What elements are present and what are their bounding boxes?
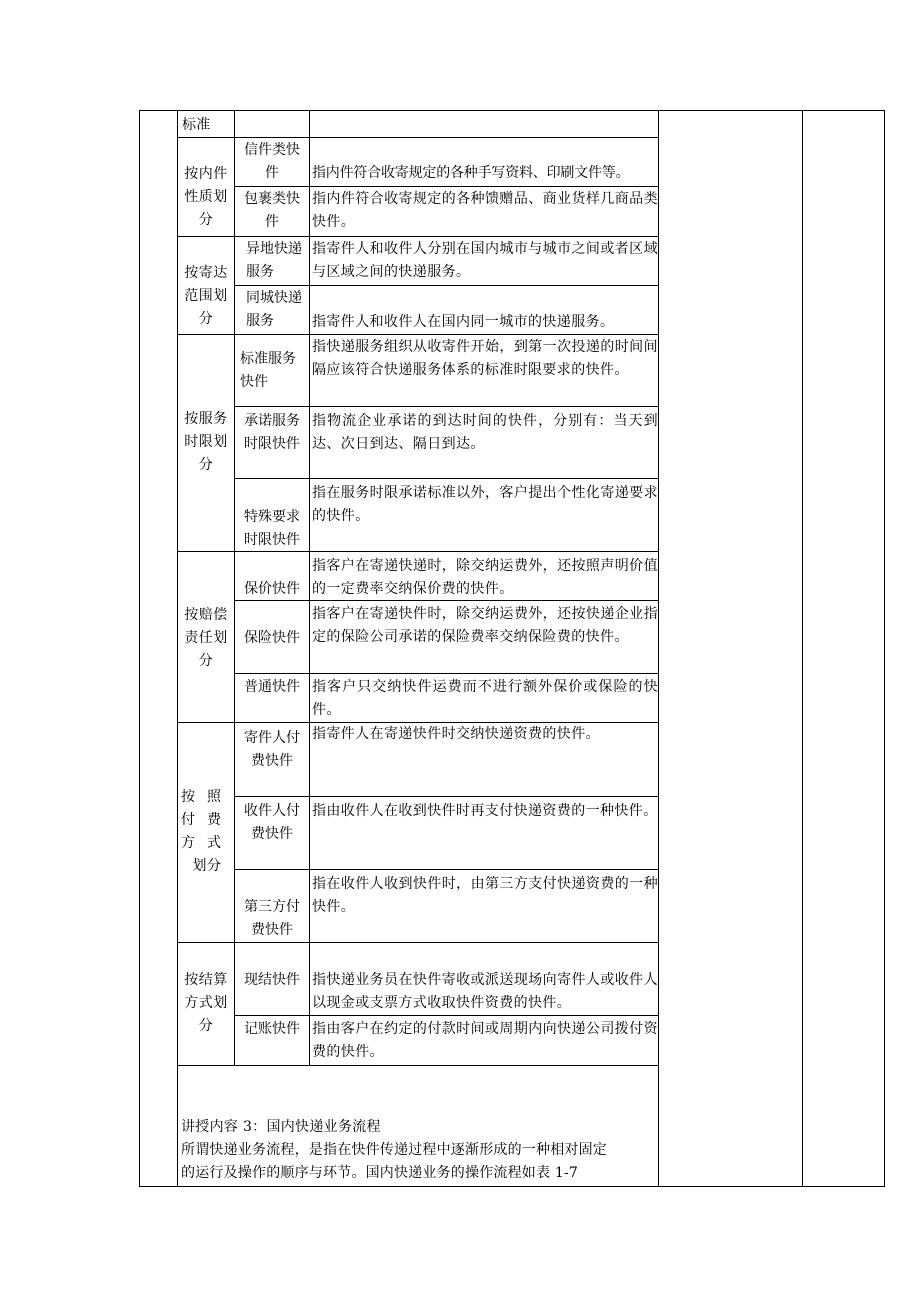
- desc-receiver-pays: 指由收件人在收到快件时再支付快递资费的一种快件。: [312, 803, 658, 819]
- subtype-cash-settlement: 现结快件: [244, 972, 300, 988]
- category-payment-method: 按照 付费 方式 划分: [181, 789, 233, 874]
- subtype-ordinary: 普通快件: [244, 679, 300, 695]
- subtype-parcel-express: 包裹类快 件: [244, 191, 300, 230]
- desc-cash-settlement: 指快递业务员在快件寄收或派送现场向寄件人或收件人以现金或支票方式收取快件资费的快件。: [312, 972, 658, 1011]
- desc-promised-time: 指物流企业承诺的到达时间的快件，分别有：当天到达、次日到达、隔日到达。: [312, 413, 658, 452]
- section-paragraph-line-1: 所谓快递业务流程，是指在快件传递过程中逐渐形成的一种相对固定: [181, 1142, 607, 1158]
- subtype-insured-value: 保价快件: [244, 581, 300, 597]
- desc-third-party-pays: 指在收件人收到快件时，由第三方支付快递资费的一种快件。: [312, 876, 658, 915]
- desc-standard-service: 指快递服务组织从收寄件开始，到第一次投递的时间间隔应该符合快递服务体系的标准时限要求的快件。: [312, 339, 658, 378]
- subtype-samecity-service: 同城快递 服务: [246, 290, 302, 329]
- category-content-nature: 按内件 性质划 分: [184, 166, 228, 228]
- desc-letter-express: 指内件符合收寄规定的各种手写资料、印刷文件等。: [312, 165, 630, 181]
- subtype-letter-express: 信件类快 件: [244, 142, 300, 181]
- subtype-intercity-service: 异地快递 服务: [246, 241, 302, 280]
- desc-sender-pays: 指寄件人在寄递快件时交纳快递资费的快件。: [312, 726, 600, 742]
- desc-intercity-service: 指寄件人和收件人分别在国内城市与城市之间或者区域与区域之间的快递服务。: [312, 241, 658, 280]
- subtype-third-party-pays: 第三方付 费快件: [244, 899, 300, 938]
- desc-parcel-express: 指内件符合收寄规定的各种馈赠品、商业货样几商品类快件。: [312, 191, 658, 230]
- header-cell-label: 标准: [182, 117, 211, 133]
- subtype-standard-service: 标准服务 快件: [240, 351, 296, 390]
- desc-samecity-service: 指寄件人和收件人在国内同一城市的快递服务。: [312, 314, 615, 330]
- subtype-receiver-pays: 收件人付 费快件: [244, 803, 300, 842]
- desc-account-settlement: 指由客户在约定的付款时间或周期内向快递公司拨付资费的快件。: [312, 1021, 658, 1060]
- desc-special-time: 指在服务时限承诺标准以外，客户提出个性化寄递要求的快件。: [312, 485, 658, 524]
- desc-insurance: 指客户在寄递快件时，除交纳运费外，还按快递企业指定的保险公司承诺的保险费率交纳保险费的快件。: [312, 606, 658, 645]
- category-liability: 按赔偿 责任划 分: [184, 607, 228, 669]
- category-delivery-range: 按寄达 范围划 分: [184, 265, 228, 327]
- category-settlement-method: 按结算 方式划 分: [184, 972, 228, 1034]
- desc-insured-value: 指客户在寄递快递时，除交纳运费外，还按照声明价值的一定费率交纳保价费的快件。: [312, 558, 658, 597]
- subtype-insurance: 保险快件: [244, 630, 300, 646]
- subtype-account-settlement: 记账快件: [244, 1021, 300, 1037]
- subtype-sender-pays: 寄件人付 费快件: [244, 730, 300, 769]
- section-heading: 讲授内容 3：国内快递业务流程: [181, 1119, 381, 1135]
- category-service-time: 按服务 时限划 分: [184, 411, 228, 473]
- section-paragraph-line-2: 的运行及操作的顺序与环节。国内快递业务的操作流程如表 1-7: [181, 1165, 578, 1181]
- subtype-special-time: 特殊要求 时限快件: [244, 509, 300, 548]
- subtype-promised-time: 承诺服务 时限快件: [244, 413, 300, 452]
- desc-ordinary: 指客户只交纳快件运费而不进行额外保价或保险的快件。: [312, 679, 658, 718]
